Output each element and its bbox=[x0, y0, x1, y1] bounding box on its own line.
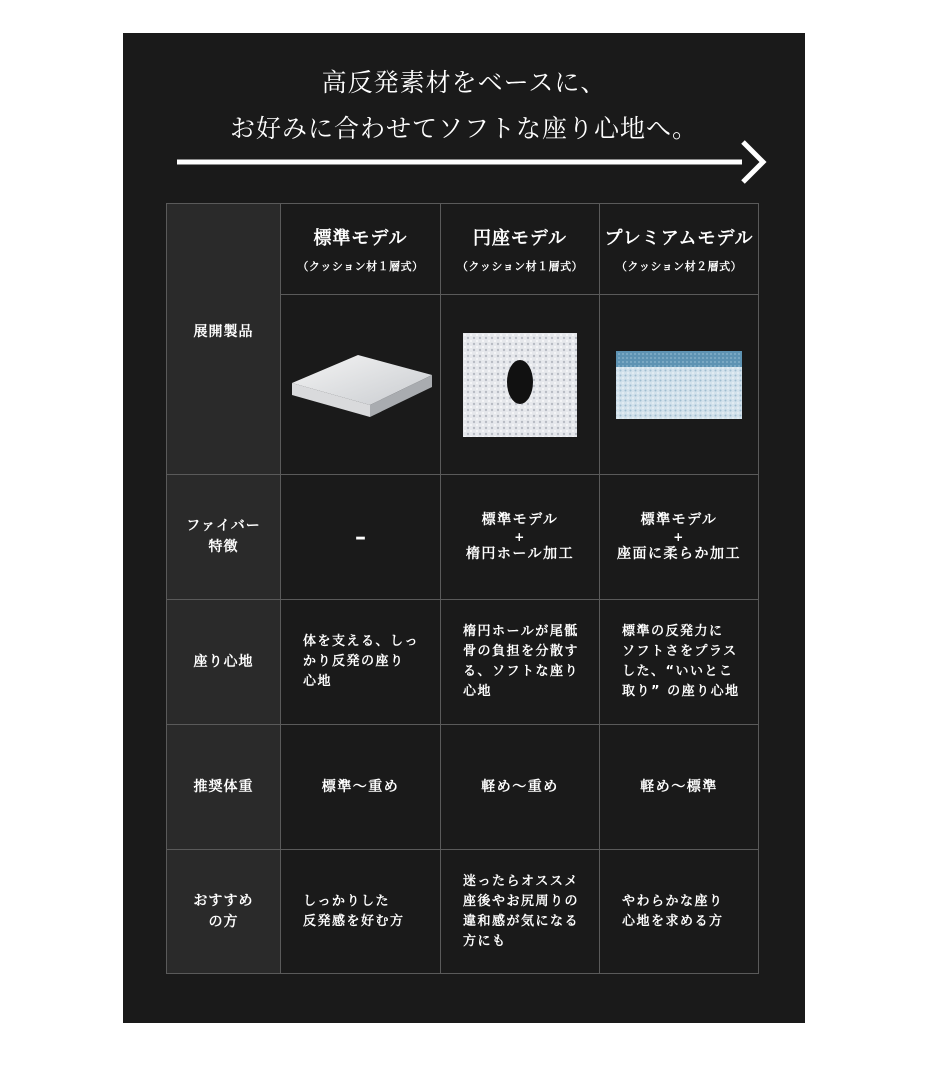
dash-text: – bbox=[355, 524, 366, 550]
weight-cell-circle bbox=[440, 724, 600, 850]
fiber-cell-premium bbox=[599, 474, 759, 600]
row-header-label: の方 bbox=[208, 913, 239, 930]
row-header-label: 展開製品 bbox=[193, 324, 254, 340]
weight-text: 軽め～重め bbox=[481, 779, 559, 795]
fiber-cell-standard bbox=[280, 474, 441, 600]
recommend-line: やわらかな座り bbox=[622, 893, 724, 909]
product-image-cell-premium bbox=[599, 294, 759, 475]
row-header-recommend bbox=[166, 849, 281, 974]
column-name: プレミアムモデル bbox=[604, 228, 754, 249]
recommend-cell-premium bbox=[599, 849, 759, 974]
comparison-table bbox=[166, 203, 759, 974]
premium-cushion-image bbox=[614, 349, 744, 421]
comfort-cell-standard bbox=[280, 599, 441, 725]
comfort-line: ソフトさをプラス bbox=[622, 644, 738, 659]
comparison-panel bbox=[123, 33, 805, 1023]
column-subtitle: （クッション材１層式） bbox=[456, 260, 584, 273]
circle-cushion-image bbox=[460, 330, 580, 440]
column-subtitle: （クッション材２層式） bbox=[615, 260, 743, 273]
fiber-line: 座面に柔らか加工 bbox=[617, 546, 741, 562]
weight-cell-premium bbox=[599, 724, 759, 850]
comfort-line: 標準の反発力に bbox=[622, 624, 724, 639]
plus-sign: + bbox=[673, 530, 685, 544]
fiber-line: 標準モデル bbox=[640, 512, 718, 528]
comfort-line: 取り” の座り心地 bbox=[622, 684, 740, 699]
weight-text: 標準～重め bbox=[321, 779, 400, 795]
weight-text: 軽め～標準 bbox=[640, 779, 718, 795]
product-image-cell-circle bbox=[440, 294, 600, 475]
comfort-cell-premium bbox=[599, 599, 759, 725]
fiber-line: 標準モデル bbox=[481, 512, 559, 528]
row-header-label: 推奨体重 bbox=[193, 778, 254, 795]
column-header-premium bbox=[599, 203, 759, 295]
row-header-label: 座り心地 bbox=[193, 653, 254, 670]
comfort-line: る、ソフトな座り bbox=[463, 664, 580, 679]
comfort-line: 心地 bbox=[303, 674, 333, 689]
headline-line-1: 高反発素材をベースに、 bbox=[321, 68, 607, 97]
comfort-line: 心地 bbox=[463, 684, 493, 699]
standard-cushion-image bbox=[286, 345, 436, 425]
plus-sign: + bbox=[514, 530, 526, 544]
fiber-line: 楕円ホール加工 bbox=[465, 546, 575, 562]
right-arrow-icon bbox=[177, 137, 767, 187]
row-header-fiber bbox=[166, 474, 281, 600]
row-header-product bbox=[166, 203, 281, 475]
column-name: 円座モデル bbox=[472, 228, 568, 249]
comfort-line: かり反発の座り bbox=[303, 654, 405, 669]
recommend-cell-standard bbox=[280, 849, 441, 974]
fiber-cell-circle bbox=[440, 474, 600, 600]
recommend-line: 座後やお尻周りの bbox=[463, 893, 580, 909]
column-header-circle bbox=[440, 203, 600, 295]
comfort-line: 骨の負担を分散す bbox=[463, 644, 580, 659]
row-header-label: 特徴 bbox=[208, 539, 239, 555]
comfort-line: 楕円ホールが尾骶 bbox=[463, 624, 579, 639]
recommend-line: 方にも bbox=[463, 933, 507, 949]
row-header-comfort bbox=[166, 599, 281, 725]
recommend-cell-circle bbox=[440, 849, 600, 974]
column-subtitle: （クッション材１層式） bbox=[297, 260, 424, 273]
row-header-label: おすすめ bbox=[193, 892, 254, 909]
headline-line-2: お好みに合わせてソフトな座り心地へ。 bbox=[229, 114, 698, 143]
row-header-label: ファイバー bbox=[186, 518, 261, 534]
comfort-cell-circle bbox=[440, 599, 600, 725]
column-name: 標準モデル bbox=[313, 228, 408, 249]
recommend-line: しっかりした bbox=[303, 893, 391, 909]
recommend-line: 違和感が気になる bbox=[463, 913, 580, 929]
recommend-line: 心地を求める方 bbox=[622, 913, 724, 929]
product-image-cell-standard bbox=[280, 294, 441, 475]
recommend-line: 反発感を好む方 bbox=[303, 913, 405, 929]
weight-cell-standard bbox=[280, 724, 441, 850]
column-header-standard bbox=[280, 203, 441, 295]
row-header-weight bbox=[166, 724, 281, 850]
comfort-line: した、“いいとこ bbox=[622, 664, 734, 679]
comfort-line: 体を支える、しっ bbox=[303, 634, 420, 649]
recommend-line: 迷ったらオススメ bbox=[463, 873, 579, 889]
